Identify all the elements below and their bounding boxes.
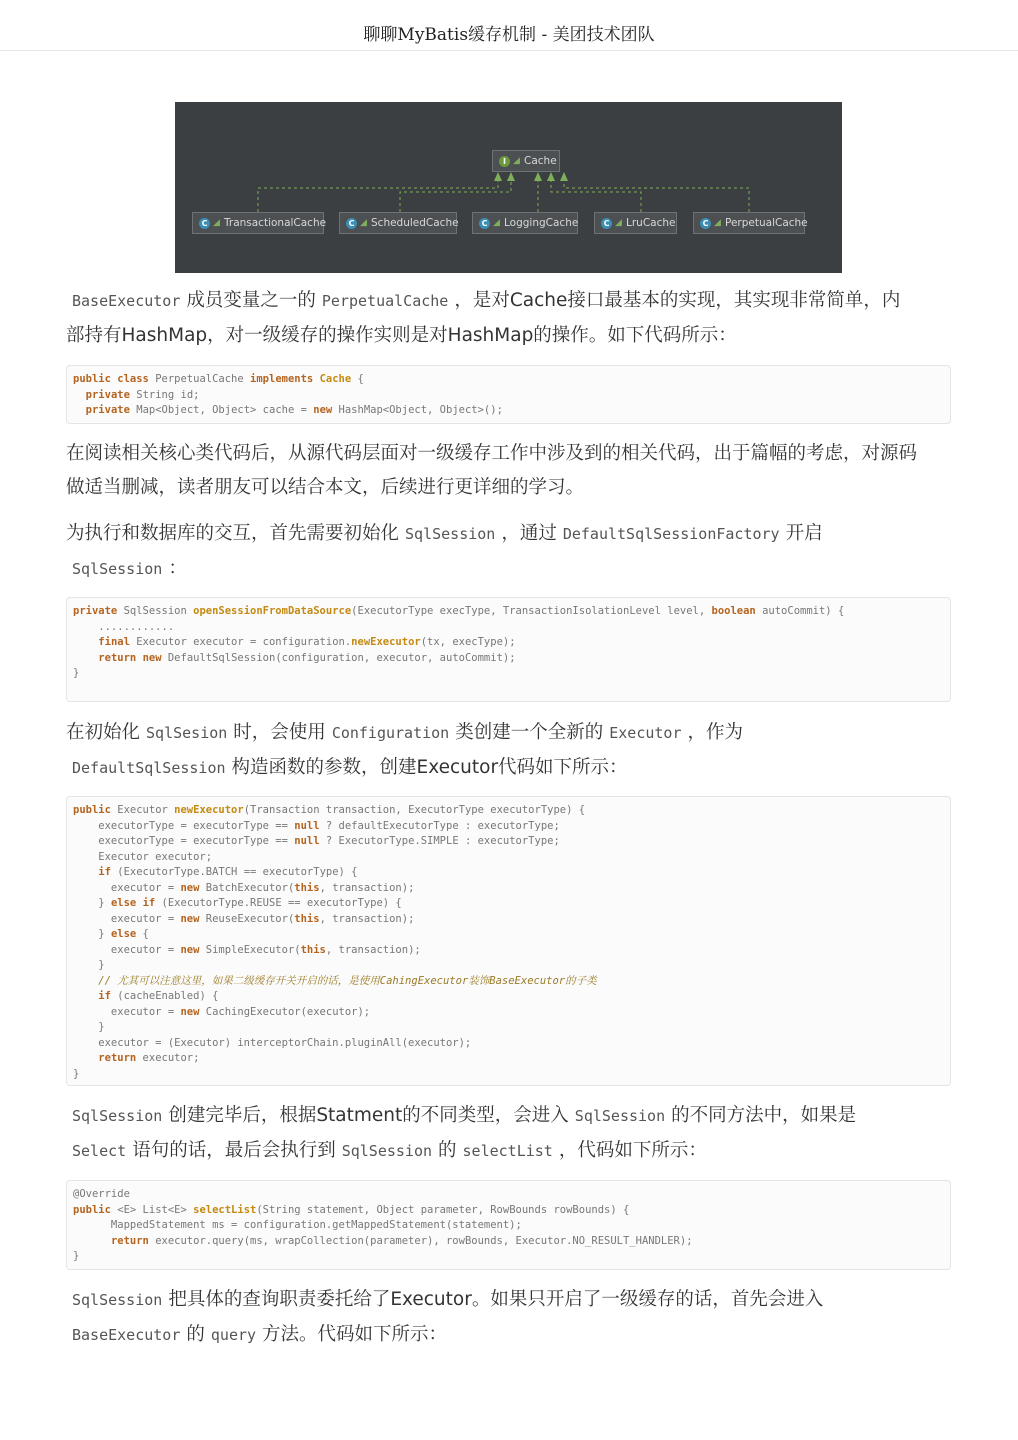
code-line: return executor.query(ms, wrapCollection(parameter), rowBounds, Executor.NO_RESULT_HANDLER); [110, 1234, 693, 1247]
inline-code: BaseExecutor [72, 1325, 181, 1344]
scheduled-cache-node [339, 212, 457, 234]
code-line: executor = new SimpleExecutor(this, transaction); [73, 943, 421, 956]
lru-cache-node [594, 212, 677, 234]
code-line: @Override [73, 1188, 130, 1200]
paragraph-source-reading [66, 437, 956, 504]
code-line: return new DefaultSqlSession(configuration, executor, autoCommit); [98, 651, 516, 664]
text: ，作为 [687, 722, 743, 743]
inline-code: DefaultSqlSession [72, 758, 226, 777]
code-line: return executor; [98, 1052, 200, 1064]
transactional-cache-node [192, 212, 327, 234]
code-line: final Executor executor = configuration.newExecutor(tx, execType); [98, 636, 516, 648]
text: 创建完毕后，根据Statment的不同类型，会进入 [168, 1105, 569, 1126]
text: ，通过 [501, 523, 557, 544]
text: 把具体的查询职责委托给了Executor。如果只开启了一级缓存的话，首先会进入 [168, 1289, 824, 1310]
text: ，是对Cache接口最基本的实现，其实现非常简单，内 [454, 290, 901, 311]
inline-code: SqlSession [72, 1291, 163, 1309]
code-line: } [73, 959, 105, 971]
hierarchy-connectors [175, 102, 842, 273]
text: 的 [186, 1323, 205, 1345]
code-line: executor = new BatchExecutor(this, transaction); [73, 881, 415, 894]
text: 语句的话，最后会执行到 [132, 1139, 336, 1161]
text: ，代码如下所示： [558, 1139, 707, 1161]
code-line: public class PerpetualCache implements Cache { [73, 373, 364, 385]
leaf-icon: ◢ [493, 217, 500, 228]
node-label: LruCache [626, 217, 676, 229]
inline-code: selectList [462, 1141, 553, 1160]
paragraph-select-list [66, 1099, 956, 1168]
perpetual-cache-node [693, 212, 808, 234]
text: 为执行和数据库的交互，首先需要初始化 [66, 523, 400, 544]
code-line: } [73, 667, 80, 679]
interface-icon: I [499, 156, 510, 167]
text: 类创建一个全新的 [455, 722, 604, 743]
code-line: } else { [73, 928, 149, 940]
text: 时，会使用 [233, 722, 326, 743]
paragraph-perpetual-cache [66, 284, 956, 352]
inline-code: query [210, 1325, 257, 1344]
paragraph-executor-create [66, 716, 956, 785]
class-icon: C [346, 218, 357, 229]
page-title: 聊聊MyBatis缓存机制 - 美团技术团队 [363, 25, 655, 45]
logging-cache-node [472, 212, 578, 234]
cache-interface-node [492, 150, 560, 172]
code-block-perpetual-cache [66, 365, 951, 424]
class-icon: C [601, 218, 612, 229]
leaf-icon: ◢ [714, 217, 721, 228]
text: 做适当删减，读者朋友可以结合本文，后续进行更详细的学习。 [66, 476, 585, 498]
node-label: PerpetualCache [725, 217, 808, 229]
text: 构造函数的参数，创建Executor代码如下所示： [231, 756, 628, 778]
inline-code: SqlSession [341, 1141, 433, 1160]
text: 在初始化 [66, 722, 141, 743]
leaf-icon: ◢ [360, 217, 367, 228]
code-line: if (ExecutorType.BATCH == executorType) { [98, 866, 358, 878]
inline-code: Executor [609, 724, 682, 742]
code-line: private String id; [85, 388, 200, 401]
inline-code: SqlSession [72, 1107, 163, 1125]
inline-code: Select [72, 1141, 127, 1160]
code-line: public <E> List<E> selectList(String statement, Object parameter, RowBounds rowBounds) { [73, 1203, 630, 1216]
class-hierarchy-diagram [175, 102, 842, 273]
code-line: // 尤其可以注意这里，如果二级缓存开关开启的话，是使用CahingExecutor装饰BaseExecutor的子类 [98, 974, 597, 987]
class-icon: C [199, 218, 210, 229]
inline-code: SqlSession [72, 559, 163, 578]
inline-code: SqlSession [405, 525, 496, 543]
leaf-icon: ◢ [513, 155, 520, 166]
page-header [0, 0, 1018, 51]
text: 在阅读相关核心类代码后，从源代码层面对一级缓存工作中涉及到的相关代码，出于篇幅的考虑，对源码 [66, 443, 918, 464]
code-line: executor = new CachingExecutor(executor); [73, 1005, 371, 1018]
class-icon: C [700, 218, 711, 229]
node-label: TransactionalCache [224, 217, 327, 229]
text: 的不同方法中，如果是 [671, 1105, 857, 1126]
node-label: Cache [524, 155, 557, 167]
text: 成员变量之一的 [186, 290, 316, 311]
code-line: } [73, 1021, 105, 1033]
code-line: ............ [73, 620, 175, 633]
inline-code: SqlSesion [146, 724, 228, 742]
code-line: } [73, 1067, 80, 1080]
code-block-open-session [66, 597, 951, 702]
code-line: private Map<Object, Object> cache = new HashMap<Object, Object>(); [85, 404, 503, 416]
code-line: executorType = executorType == null ? defaultExecutorType : executorType; [73, 819, 560, 832]
text: 部持有HashMap，对一级缓存的操作实则是对HashMap的操作。如下代码所示： [66, 324, 737, 346]
code-line: Executor executor; [73, 850, 213, 863]
code-line: public Executor newExecutor(Transaction transaction, ExecutorType executorType) { [73, 804, 586, 816]
leaf-icon: ◢ [615, 217, 622, 228]
code-line: MappedStatement ms = configuration.getMappedStatement(statement); [73, 1219, 522, 1231]
inline-code: PerpetualCache [321, 292, 449, 310]
node-label: LoggingCache [504, 217, 579, 229]
inline-code: BaseExecutor [72, 292, 181, 310]
code-line: } [73, 1250, 80, 1262]
inline-code: Configuration [331, 724, 450, 742]
code-line: executor = new ReuseExecutor(this, transaction); [73, 912, 415, 925]
paragraph-sqlsession-init [66, 517, 956, 586]
inline-code: DefaultSqlSessionFactory [562, 525, 780, 543]
code-line: } else if (ExecutorType.REUSE == executorType) { [73, 897, 402, 909]
code-block-new-executor [66, 796, 951, 1086]
leaf-icon: ◢ [213, 217, 220, 228]
code-line: executorType = executorType == null ? ExecutorType.SIMPLE : executorType; [73, 835, 560, 847]
code-block-select-list [66, 1180, 951, 1270]
node-label: ScheduledCache [371, 217, 459, 229]
text: 的 [438, 1139, 457, 1161]
class-icon: C [479, 218, 490, 229]
paragraph-base-executor-query [66, 1283, 956, 1352]
text: 开启 [785, 523, 823, 544]
inline-code: SqlSession [574, 1107, 666, 1125]
code-line: private SqlSession openSessionFromDataSource(ExecutorType execType, TransactionIsolationLevel level, boolean autoCommit) { [73, 605, 845, 617]
code-line: executor = (Executor) interceptorChain.pluginAll(executor); [73, 1036, 472, 1049]
text: 方法。代码如下所示： [262, 1323, 448, 1345]
text: ： [168, 557, 187, 579]
code-line: if (cacheEnabled) { [98, 990, 219, 1002]
